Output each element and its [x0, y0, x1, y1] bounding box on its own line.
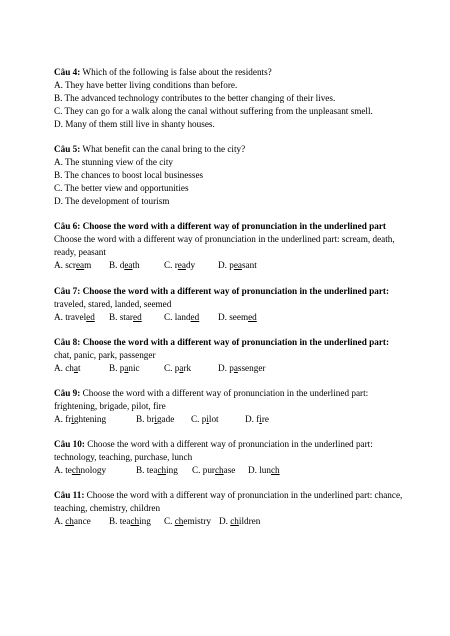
- options-row: [54, 413, 404, 426]
- option-d: D. seemed: [218, 311, 257, 322]
- option-b: B. The advanced technology contributes to the better changing of their lives.: [54, 93, 336, 103]
- option-a: A. scream: [54, 260, 92, 271]
- question-9-text: Choose the word with a different way of pronunciation in the underlined part: frightening, brigade, pilot, fire: [54, 387, 369, 411]
- options-row: [54, 515, 404, 528]
- option-d: D. passenger: [218, 362, 266, 373]
- question-7-stem: [54, 285, 404, 311]
- option-c: C. purchase: [192, 465, 236, 476]
- option-b: B. teaching: [136, 465, 178, 476]
- option-d: D. Many of them still live in shanty houses.: [54, 119, 215, 129]
- question-5: [54, 143, 404, 208]
- option-a: A. chat: [54, 362, 81, 373]
- document-page: [54, 66, 404, 541]
- question-6-body: Choose the word with a different way of pronunciation in the underlined part: scream, death, ready, peasant: [54, 234, 395, 258]
- option-c: C. The better view and opportunities: [54, 183, 189, 194]
- question-8-stem: [54, 336, 404, 362]
- option-c: C. park: [164, 362, 192, 373]
- question-5-stem: [54, 143, 404, 156]
- option-a: A. chance: [54, 516, 91, 527]
- question-4-stem: [54, 66, 404, 79]
- question-8-label: Câu 8:: [54, 336, 81, 347]
- question-10-stem: [54, 438, 404, 464]
- option-b: B. brigade: [136, 413, 175, 424]
- option-a: A. traveled: [54, 311, 95, 322]
- option-a: A. The stunning view of the city: [54, 157, 173, 168]
- question-4-text: Which of the following is false about the residents?: [80, 67, 272, 77]
- question-10: [54, 438, 404, 477]
- option-a: A. frightening: [54, 413, 107, 424]
- option-c: C. pilot: [191, 413, 219, 424]
- question-8: [54, 336, 404, 375]
- option-b: B. The chances to boost local businesses: [54, 170, 204, 181]
- option-d: D. children: [219, 516, 261, 527]
- question-7-words: traveled, stared, landed, seemed: [54, 298, 172, 309]
- question-9-stem: [54, 387, 404, 413]
- option-c: C. chemistry: [164, 516, 211, 527]
- option-d: D. The development of tourism: [54, 196, 170, 207]
- option-b: B. panic: [109, 362, 140, 373]
- options-row: [54, 464, 404, 477]
- question-11: [54, 489, 404, 528]
- question-4-label: Câu 4:: [54, 67, 81, 77]
- question-6-label: Câu 6:: [54, 221, 81, 232]
- question-6-heading-text: Choose the word with a different way of pronunciation in the underlined part: [80, 221, 386, 232]
- question-10-text: Choose the word with a different way of pronunciation in the underlined part: technology, teaching, purchase, lunch: [54, 439, 373, 463]
- options-row: [54, 259, 404, 272]
- question-9: [54, 387, 404, 426]
- question-6-heading: [54, 220, 404, 233]
- option-a: A. technology: [54, 465, 107, 476]
- option-c: C. They can go for a walk along the canal without suffering from the unpleasant smell.: [54, 106, 373, 116]
- question-7: [54, 285, 404, 324]
- options-row: [54, 362, 404, 375]
- option-d: D. peasant: [218, 260, 257, 271]
- question-4: [54, 66, 404, 131]
- option-b: B. stared: [109, 311, 142, 322]
- question-5-text: What benefit can the canal bring to the city?: [80, 144, 246, 155]
- question-7-label: Câu 7:: [54, 285, 81, 296]
- question-7-heading: Choose the word with a different way of pronunciation in the underlined part:: [80, 285, 390, 296]
- question-5-label: Câu 5:: [54, 144, 81, 155]
- option-c: C. landed: [164, 311, 200, 322]
- question-11-label: Câu 11:: [54, 490, 85, 501]
- option-d: D. lunch: [248, 465, 280, 476]
- question-6: [54, 220, 404, 272]
- question-11-text: Choose the word with a different way of pronunciation in the underlined part: chance, teaching, chemistry, children: [54, 490, 403, 514]
- option-b: B. teaching: [109, 516, 151, 527]
- question-10-label: Câu 10:: [54, 439, 85, 450]
- options-row: [54, 311, 404, 324]
- question-8-heading: Choose the word with a different way of pronunciation in the underlined part:: [80, 336, 390, 347]
- question-9-label: Câu 9:: [54, 387, 81, 398]
- option-b: B. death: [109, 260, 140, 271]
- question-8-words: chat, panic, park, passenger: [54, 349, 156, 360]
- option-a: A. They have better living conditions than before.: [54, 80, 238, 90]
- question-11-stem: [54, 489, 404, 515]
- option-c: C. ready: [164, 260, 196, 271]
- option-d: D. fire: [245, 413, 269, 424]
